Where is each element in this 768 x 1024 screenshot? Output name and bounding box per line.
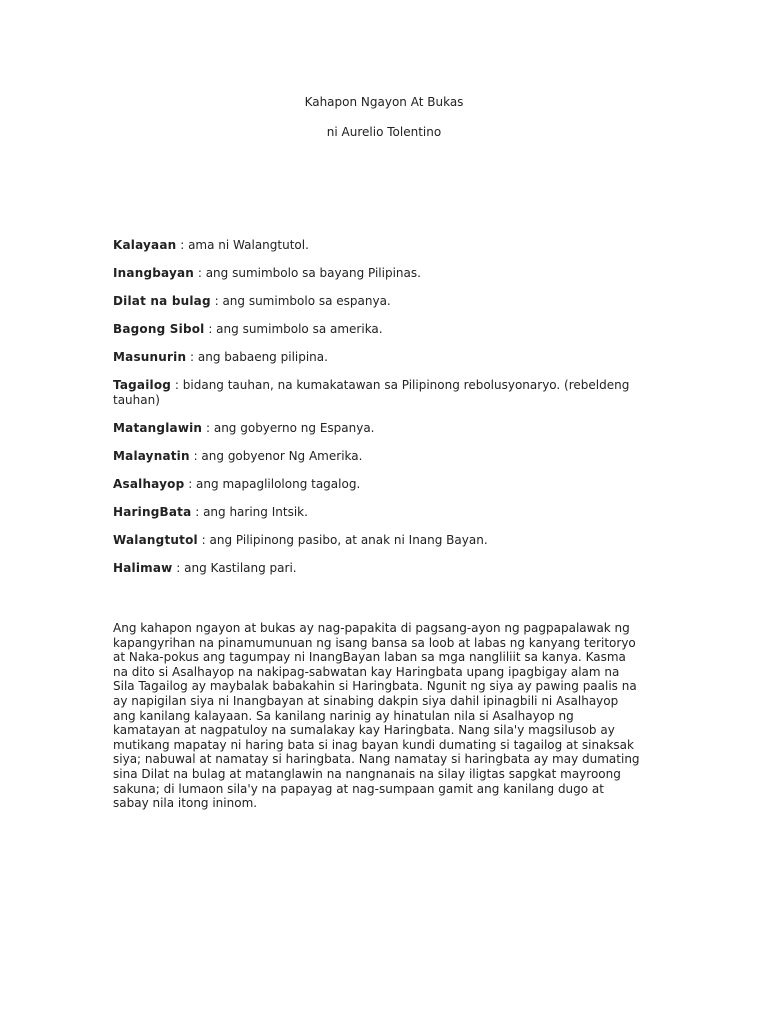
character-entry — [113, 238, 653, 253]
character-entry — [113, 378, 653, 408]
character-entry — [113, 266, 653, 281]
character-description: : ang Pilipinong pasibo, at anak ni Inang Bayan. — [197, 533, 488, 547]
character-name: Dilat na bulag — [113, 294, 211, 308]
character-name: Bagong Sibol — [113, 322, 205, 336]
character-name: Inangbayan — [113, 266, 195, 280]
character-entry — [113, 421, 653, 436]
character-name: Tagailog — [113, 378, 172, 392]
character-entry — [113, 449, 653, 464]
character-entry — [113, 350, 653, 365]
character-description: : ang sumimbolo sa bayang Pilipinas. — [194, 266, 421, 280]
character-name: Matanglawin — [113, 421, 203, 435]
character-description: : bidang tauhan, na kumakatawan sa Pilipinong rebolusyonaryo. (rebeldeng tauhan) — [113, 378, 630, 407]
character-description: : ama ni Walangtutol. — [176, 238, 309, 252]
character-entry — [113, 505, 653, 520]
character-name: Halimaw — [113, 561, 173, 575]
character-description: : ang gobyenor Ng Amerika. — [189, 449, 363, 463]
character-name: Walangtutol — [113, 533, 198, 547]
character-description: : ang mapaglilolong tagalog. — [184, 477, 361, 491]
document-title: Kahapon Ngayon At Bukas — [304, 95, 464, 109]
character-name: HaringBata — [113, 505, 192, 519]
character-name: Kalayaan — [113, 238, 177, 252]
character-entry — [113, 322, 653, 337]
document-author: ni Aurelio Tolentino — [326, 125, 442, 139]
character-description: : ang sumimbolo sa espanya. — [210, 294, 391, 308]
character-entry — [113, 561, 653, 576]
summary-paragraph: Ang kahapon ngayon at bukas ay nag-papakita di pagsang-ayon ng pagpapalawak ng kapangyrihan na pinamumunuan ng isang bansa sa loob at labas ng kanyang teritoryo at Naka-pokus ang tagumpay ni InangBayan laban sa mga nangliliit sa kanya. Kasma na dito si Asalhayop na nakipag-sabwatan kay Haringbata upang ipagbigay alam na Sila Tagailog ay maybalak babakahin si Haringbata. Ngunit ng siya ay pawing paalis na ay napigilan siya ni Inangbayan at sinabing dakpin siya dahil ipinagbili ni Asalhayop ang kanilang kalayaan. Sa kanilang narinig ay hinatulan nila si Asalhayop ng kamatayan at nagpatuloy na sumalakay kay Haringbata. Nang sila'y magsilusob ay mutikang mapatay ni haring bata si inag bayan kundi dumating si tagailog at sinaksak siya; nabuwal at namatay si haringbata. Nang namatay si haringbata ay may dumating sina Dilat na bulag at matanglawin na nangnanais na silay iligtas sapgkat mayroong sakuna; di lumaon sila'y na papayag at nag-sumpaan gamit ang kanilang dugo at sabay nila itong ininom. — [113, 621, 640, 811]
character-entry — [113, 477, 653, 492]
character-name: Asalhayop — [113, 477, 185, 491]
character-list — [113, 238, 653, 589]
character-name: Masunurin — [113, 350, 187, 364]
character-description: : ang babaeng pilipina. — [186, 350, 328, 364]
character-entry — [113, 294, 653, 309]
character-description: : ang haring Intsik. — [191, 505, 308, 519]
character-name: Malaynatin — [113, 449, 190, 463]
character-description: : ang sumimbolo sa amerika. — [204, 322, 383, 336]
character-entry — [113, 533, 653, 548]
character-description: : ang gobyerno ng Espanya. — [202, 421, 375, 435]
character-description: : ang Kastilang pari. — [172, 561, 297, 575]
